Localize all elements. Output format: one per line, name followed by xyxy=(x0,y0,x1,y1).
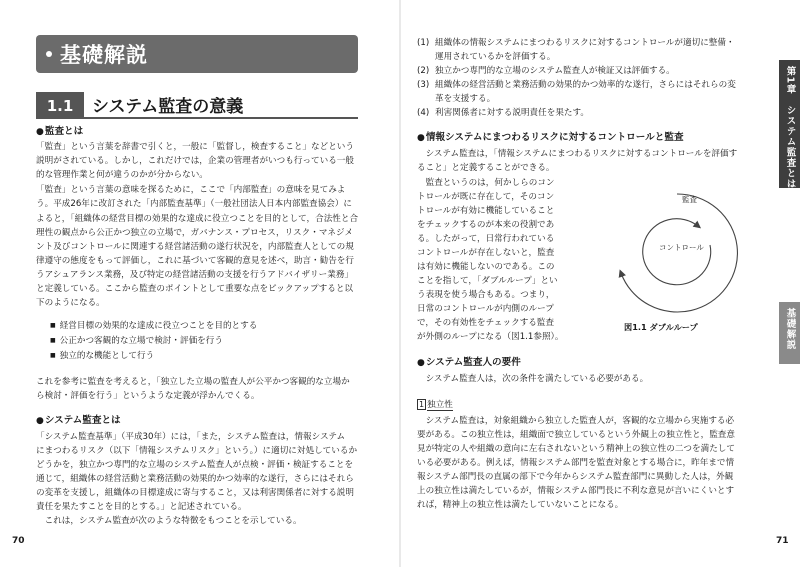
para-8-line-7: れば，精神上の独立性は満たしていないことになる。 xyxy=(417,500,624,510)
para-8-line-1: システム監査は，対象組織から独立した監査人が，客観的な立場から実施する必 xyxy=(417,416,735,426)
para-4-line-3: どうかを，独立かつ専門的な立場のシステム監査人が点検・評価・検証することを xyxy=(36,460,354,470)
outer-loop-arc xyxy=(621,194,737,312)
para-2-line-1: 「監査」という言葉の意味を探るために，ここで「内部監査」の意味を見てみよ xyxy=(36,185,346,195)
para-2-line-2: う。平成26年に改訂された「内部監査基準」（一般社団法人日本内部監査協会）に xyxy=(36,199,353,209)
para-3-line-2: ら検討・評価を行う」というような定義が浮かんでくる。 xyxy=(36,391,260,401)
section-heading xyxy=(36,92,358,119)
chapter-banner xyxy=(36,35,358,73)
para-6-line-5: る。したがって，日常行われている xyxy=(417,234,555,244)
para-6-line-6: コントロールが存在しないと，監査 xyxy=(417,248,555,258)
para-1-line-2: 説明がされている。しかし，これだけでは，企業の管理者がいつも行っている一般 xyxy=(36,156,354,166)
para-6-line-8: ことを指して，「ダブルループ」とい xyxy=(417,276,558,286)
numbered-item: (4) 利害関係者に対する説明責任を果たす。 xyxy=(417,108,590,118)
para-2-line-8: と定義している。ここから監査のポイントとして重要な点をピックアップすると以 xyxy=(36,284,354,294)
para-2-line-5: ント及びコントロールに関連する経営諸活動の遂行状況を，内部監査人としての規 xyxy=(36,242,354,252)
para-2-line-7: うアシュアランス業務，及び特定の経営諸活動の支援を行うアドバイザリー業務」 xyxy=(36,270,354,280)
para-6-line-7: は有効に機能しないのである。この xyxy=(417,262,555,272)
inner-loop-label: コントロール xyxy=(659,243,704,252)
bullet-item: ■ 独立的な機能として行う xyxy=(50,351,155,361)
para-4-line-6: 責任を果たすことを目的とする。」と記述されている。 xyxy=(36,502,247,512)
para-3-line-1: これを参考に監査を考えると，「独立した立場の監査人が公平かつ客観的な立場か xyxy=(36,377,350,387)
para-8-line-5: 報システム部門長の直属の部下で今年からシステム監査部門に異動した人は，外観 xyxy=(417,472,734,482)
requirement-number: 1 xyxy=(419,400,425,409)
para-1-line-3: 的な管理作業と何が違うのかが分からない。 xyxy=(36,170,208,180)
figure-caption: 図1.1 ダブルループ xyxy=(624,322,698,332)
para-4-line-7: これは，システム監査が次のような特徴をもつことを示している。 xyxy=(36,516,302,526)
numbered-item-cont: 革を支援する。 xyxy=(435,94,496,104)
para-8-line-3: 見が特定の人や組織の意向に左右されないという精神上の独立性の二つを満たして xyxy=(417,444,735,454)
double-loop-diagram xyxy=(610,188,745,318)
numbered-item: (1) 組織体の情報システムにまつわるリスクに対するコントロールが適切に整備・ xyxy=(417,38,735,48)
para-6-line-2: トロールが既に存在して，そのコン xyxy=(417,192,555,202)
requirement-heading xyxy=(417,398,453,412)
para-5-line-2: ること」と定義することができる。 xyxy=(417,163,555,173)
section-title: システム監査の意義 xyxy=(84,92,358,119)
chapter-side-tab xyxy=(779,60,800,188)
para-6-line-4: をチェックするのが本来の役割であ xyxy=(417,220,555,230)
para-8-line-4: いる必要がある。例えば，情報システム部門を監査対象とする場合に，昨年まで情 xyxy=(417,458,735,468)
para-5-line-1: システム監査は，「情報システムにまつわるリスクに対するコントロールを評価す xyxy=(417,149,738,159)
section-side-tab xyxy=(779,302,800,364)
para-6-line-1: 監査というのは，何かしらのコン xyxy=(417,178,555,188)
para-4-line-2: にまつわるリスク（以下「情報システムリスク」という。）に適切に対処しているか xyxy=(36,446,358,456)
book-gutter xyxy=(399,0,401,567)
para-6-line-12: が外側のループになる（図1.1参照）。 xyxy=(417,332,564,342)
subheading-audit: ● 監査とは xyxy=(36,125,83,139)
para-8-line-2: 要がある。この独立性は，組織面で独立しているという外観上の独立性と，監査意 xyxy=(417,430,735,440)
banner-dot-icon xyxy=(46,51,52,57)
para-2-line-6: 律遵守の態度をもって評価し，これに基づいて客観的意見を述べ，助言・勧告を行 xyxy=(36,256,354,266)
para-7-line-1: システム監査人は，次の条件を満たしている必要がある。 xyxy=(417,374,649,384)
para-4-line-1: 「システム監査基準」（平成30年）には，「また，システム監査は，情報システム xyxy=(36,432,346,442)
para-6-line-3: トロールが有効に機能していること xyxy=(417,206,555,216)
para-2-line-9: 下のようになる。 xyxy=(36,298,105,308)
square-bullet-icon: ■ xyxy=(50,322,56,329)
numbered-item-cont: 運用されているかを評価する。 xyxy=(435,52,556,62)
page-number-right: 71 xyxy=(776,536,789,546)
para-2-line-3: よると，「組織体の経営目標の効果的な達成に役立つことを目的として，合法性と合 xyxy=(36,214,359,224)
para-6-line-10: 日常のコントロールが内側のループ xyxy=(417,304,554,314)
para-6-line-11: で，その有効性をチェックする監査 xyxy=(417,318,555,328)
section-side-tab-label: 基礎解説 xyxy=(784,308,796,350)
para-1-line-1: 「監査」という言葉を辞書で引くと，一般に「監督し，検査すること」などという xyxy=(36,142,354,152)
bullet-item: ■ 公正かつ客観的な立場で検討・評価を行う xyxy=(50,336,223,346)
outer-loop-label: 監査 xyxy=(682,195,697,204)
para-2-line-4: 理性の観点から公正かつ独立の立場で，ガバナンス・プロセス，リスク・マネジメ xyxy=(36,228,353,238)
bullet-item: ■ 経営目標の効果的な達成に役立つことを目的とする xyxy=(50,321,258,331)
para-8-line-6: 上の独立性は満たしているが，情報システム部門長に不利な意見が言いにくいとす xyxy=(417,486,735,496)
numbered-item: (3) 組織体の経営活動と業務活動の効果的かつ効率的な遂行，さらにはそれらの変 xyxy=(417,80,736,90)
subheading-system-audit: ● システム監査とは xyxy=(36,414,121,428)
page-number-left: 70 xyxy=(12,536,25,546)
square-bullet-icon: ■ xyxy=(50,352,56,359)
para-4-line-5: の変革を支援し，組織体の目標達成に寄与すること，又は利害関係者に対する説明 xyxy=(36,488,354,498)
numbered-item: (2) 独立かつ専門的な立場のシステム監査人が検証又は評価する。 xyxy=(417,66,675,76)
chapter-side-tab-label: 第1章 システム監査とは xyxy=(784,66,796,190)
section-number: 1.1 xyxy=(36,92,84,119)
square-bullet-icon: ■ xyxy=(50,337,56,344)
requirement-title: 独立性 xyxy=(427,400,453,410)
subheading-auditor-requirements: ● システム監査人の要件 xyxy=(417,356,521,370)
para-6-line-9: う表現を使う場合もある。つまり， xyxy=(417,290,555,300)
subheading-risk-control: ● 情報システムにまつわるリスクに対するコントロールと監査 xyxy=(417,131,684,145)
banner-title: 基礎解説 xyxy=(60,43,148,67)
para-4-line-4: 通じて，組織体の経営活動と業務活動の効果的かつ効率的な遂行，さらにはそれら xyxy=(36,474,354,484)
